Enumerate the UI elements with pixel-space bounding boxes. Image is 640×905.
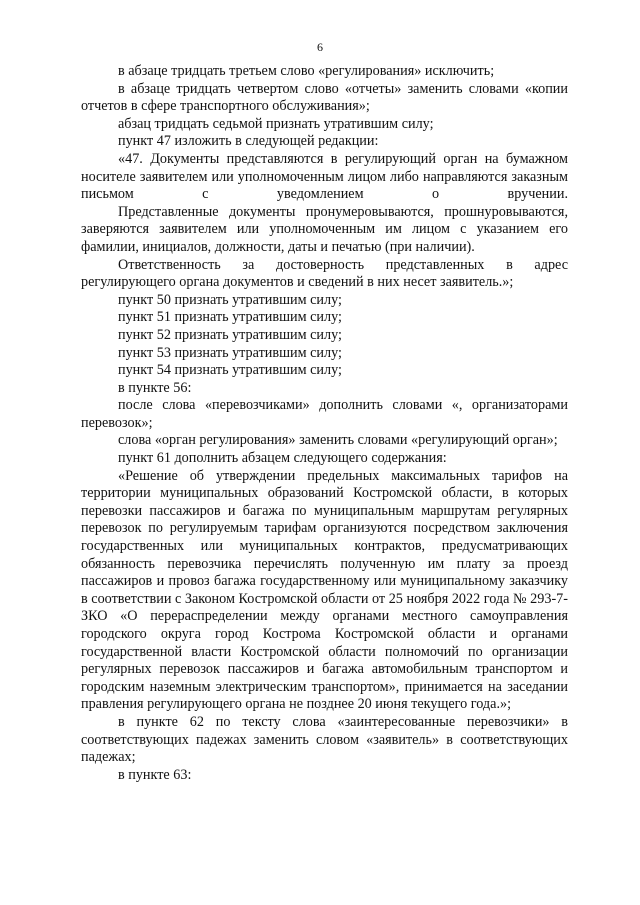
paragraph-2: в абзаце тридцать четвертом слово «отчеты» заменить словами «копии отчетов в сфере транспортного обслуживания»; [81,80,568,115]
paragraph-14: после слова «перевозчиками» дополнить словами «, организаторами перевозок»; [81,397,568,431]
paragraph-9: пункт 51 признать утратившим силу; [118,309,342,326]
paragraph-6: Представленные документы пронумеровываются, прошнуровываются, заверяются заявителем или уполномоченным им лицом с указанием его фамилии, инициалов, должности, даты и печатью (при наличии). [81,203,568,255]
paragraph-8: пункт 50 признать утратившим силу; [118,291,342,308]
paragraph-13: в пункте 56: [118,379,192,396]
paragraph-19: в пункте 63: [118,766,192,783]
paragraph-3: абзац тридцать седьмой признать утратившим силу; [118,115,434,132]
document-body [81,63,568,784]
paragraph-1: в абзаце тридцать третьем слово «регулирования» исключить; [118,63,495,79]
paragraph-17: «Решение об утверждении предельных максимальных тарифов на территории муниципальных образований Костромской области, в которых перевозки пассажиров и багажа по муниципальным маршрутам регулярных перевозок по регулируемым тарифам организуются посредством заключения государственных или муниципальных контрактов, предусматривающих обязанность перевозчика перечислять полученную им плату за проезд пассажиров и провоз багажа государственному или муниципальному заказчику в соответствии с Законом Костромской области от 25 ноября 2022 года № 293-7-ЗКО «О перераспределении между органами местного самоуправления городского округа город Кострома Костромской области и органами государственной власти Костромской области полномочий по организации регулярных перевозок пассажиров и багажа автомобильным транспортом и городским наземным электрическим транспортом», принимается на заседании правления регулирующего органа не позднее 20 июня текущего года.»; [81,467,568,713]
paragraph-15: слова «орган регулирования» заменить словами «регулирующий орган»; [118,432,558,449]
page-number: 6 [317,40,323,54]
paragraph-4: пункт 47 изложить в следующей редакции: [118,133,379,150]
paragraph-10: пункт 52 признать утратившим силу; [118,326,342,343]
paragraph-11: пункт 53 признать утратившим силу; [118,344,342,361]
paragraph-16: пункт 61 дополнить абзацем следующего содержания: [118,450,447,467]
paragraph-12: пункт 54 признать утратившим силу; [118,362,342,379]
paragraph-18: в пункте 62 по тексту слова «заинтересованные перевозчики» в соответствующих падежах заменить словом «заявитель» в соответствующих падежах; [81,713,568,766]
paragraph-5: «47. Документы представляются в регулирующий орган на бумажном носителе заявителем или уполномоченным лицом либо направляются заказным письмом с уведомлением о вручении. [81,150,568,203]
paragraph-7: Ответственность за достоверность представленных в адрес регулирующего органа документов и сведений в них несет заявитель.»; [81,256,568,291]
